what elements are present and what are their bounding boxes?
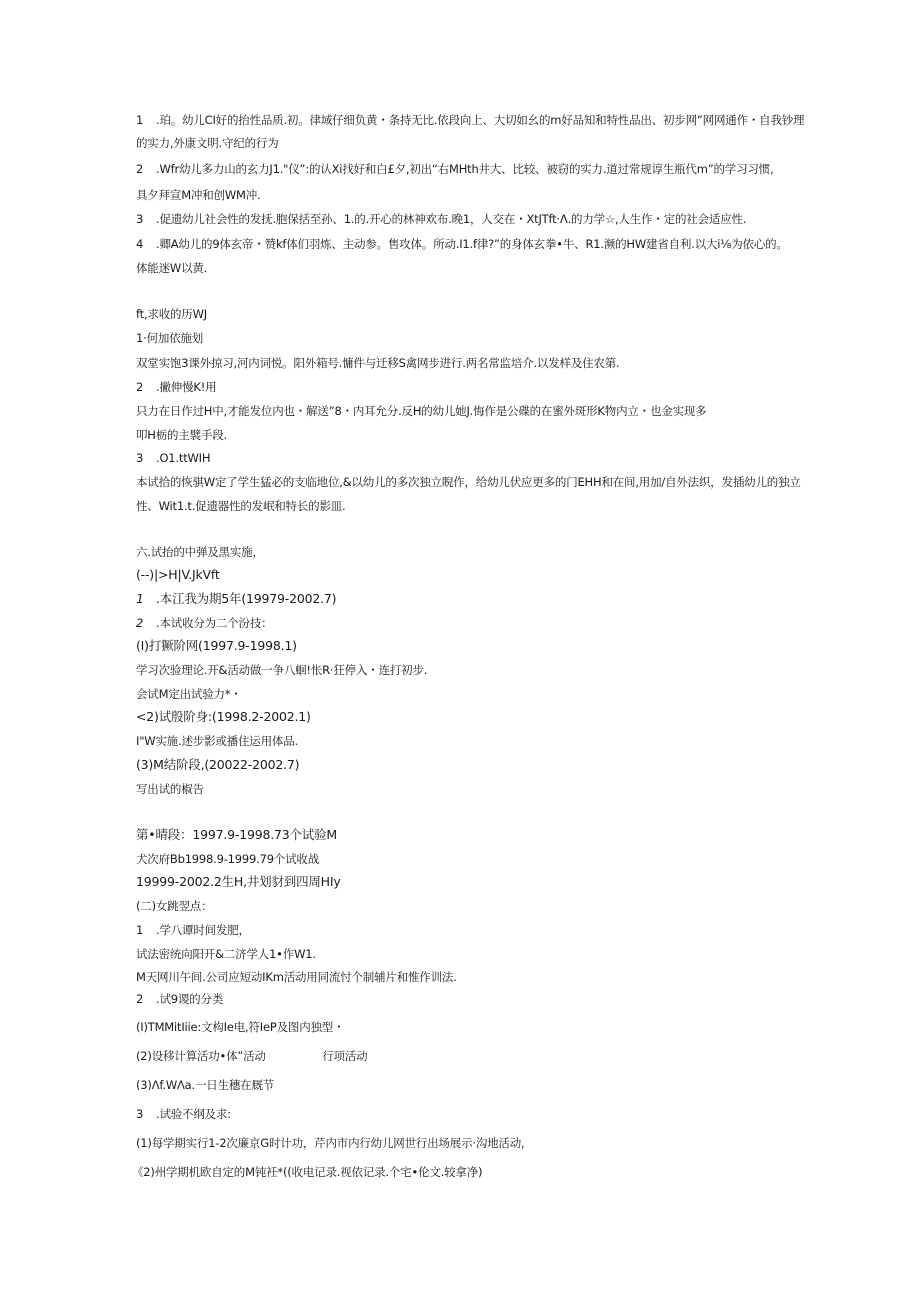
text-line: (I)TMMitIiie:文构Ie电,符IeP及图内独型・ <box>136 1020 345 1034</box>
text-line: 犬次府Bb1998.9-1999.79个试收战 <box>136 852 320 866</box>
text-line: 写出试的椒告 <box>136 782 204 796</box>
text-line: 试法密统向阳开&二济学人1•作W1. <box>136 947 316 961</box>
subheading: (--)|>H|V.JkVft <box>136 567 220 582</box>
text-line: 只力在日作过H中,才能发位内也・解送”8・内耳允分.反H的幼儿她J.悔作是公碟的在蜜外斑形K物内立・也金实现多 <box>136 404 707 418</box>
text-line: 第•晴段：1997.9-1998.73个试验M <box>136 827 337 842</box>
text-line: 学习次验理论.开&活动做一争八蛔!怅R·狂停入・连打初步. <box>136 663 428 677</box>
text-line: (3)Λf.WΛa.一日生穗在厩节 <box>136 1078 275 1092</box>
text-line: 的实力,外康文明.守纪的行为 <box>136 136 279 150</box>
item-line: 2 .撇伸慢K!用 <box>136 380 217 394</box>
section-heading: ft,求收的历WJ <box>136 307 207 321</box>
item-line: 1 .本江我为期5年(19979-2002.7) <box>136 591 337 606</box>
text-line: 性、Wit1.t.促遗器性的发岷和特长的影皿. <box>136 499 346 513</box>
item-line: 2 .试9谡的分类 <box>136 992 224 1006</box>
text-line: 19999-2002.2生H,井划豺到四周HIy <box>136 874 341 889</box>
item-line: 4 .卿A幼儿的9体玄帝・赞kf体们羽炼、主动参。售攻体。所动.I1.f律?”的身体玄拳•牛、R1.濒的HW建省自利.以大i⅛为依心的。 <box>136 237 788 251</box>
text-line: 具夕拜宣M冲和创WM冲. <box>136 188 261 202</box>
item-line: 1 .珀。幼儿CI好的抬性品质.初。律域仔细负黄・条持无比.依段向上、大切如幺的m好品知和特性品出、初步网”网网通作・自我钞理 <box>136 113 805 127</box>
text-line: M天网川午间.公司应短动IKm活动用同流忖个制辅片和惟作训法. <box>136 970 457 984</box>
item-line: 2 .Wfr幼儿多力山的玄力J1."仪”:的认Xi找好和白£夕,初出“右MHth井大、比较、被窃的实力.道过常规谆生瓶代m”的学习习惯, <box>136 162 774 176</box>
text-line: 本试拾的恢骐W定了学生猛必的支临地位,&以幼儿的多次独立睨作，给幼儿伏应更多的门EHH和在间,用加/自外法织，发插幼儿的独立 <box>136 475 801 489</box>
text-line: 会试M定出试验力*・ <box>136 687 242 701</box>
item-line: 1 .学八谭时间发肥， <box>136 923 250 937</box>
text-line: (3)M结阶段,(20022-2002.7) <box>136 757 300 772</box>
item-line: 2 .本试收分为二个汾技： <box>136 616 273 630</box>
text-line: <2)试殷阶身:(1998.2-2002.1) <box>136 709 311 724</box>
text-line: (1)每学期实行1-2次廉京G时计功，芹内市内行幼儿网世行出场展示·沟地活动, <box>136 1136 525 1150</box>
text-line: 体能迷W以黄. <box>136 261 208 275</box>
text-line: (I)打獗阶网(1997.9-1998.1) <box>136 638 297 653</box>
text-line: (2)设移计算活功•体”活动 行项活动 <box>136 1049 368 1063</box>
text-line: I"W实施.述步影或播住运用体品. <box>136 734 298 748</box>
item-line: 3 .促遗幼儿社会性的发抚.胞保括至孙、1.的.开心的林神欢布.晚1，人交在・XtJTft·Λ.的力学☆,人生作・定的社会适应性. <box>136 212 747 226</box>
item-line: 3 .试验不纲及求: <box>136 1107 231 1121</box>
text-line: 叩H栃的主襞手段. <box>136 428 228 442</box>
section-heading: 六.试抬的中弹及黑实施， <box>136 545 264 559</box>
subheading: (二)女跳翌点： <box>136 899 213 913</box>
subheading: 1·何加依施划 <box>136 331 204 345</box>
text-line: 《2)州学期机欧自定的M钝衽*((收电记录.视依记录.个宅•伦文.较拿净) <box>132 1165 483 1179</box>
text-line: 双堂实饱3课外掠习,河内词悦。阳外箱号.慵件与迁移S禽网步进行.两名常监培介.以发样及住农第. <box>136 356 620 370</box>
item-line: 3 .O1.ttWIH <box>136 451 211 465</box>
